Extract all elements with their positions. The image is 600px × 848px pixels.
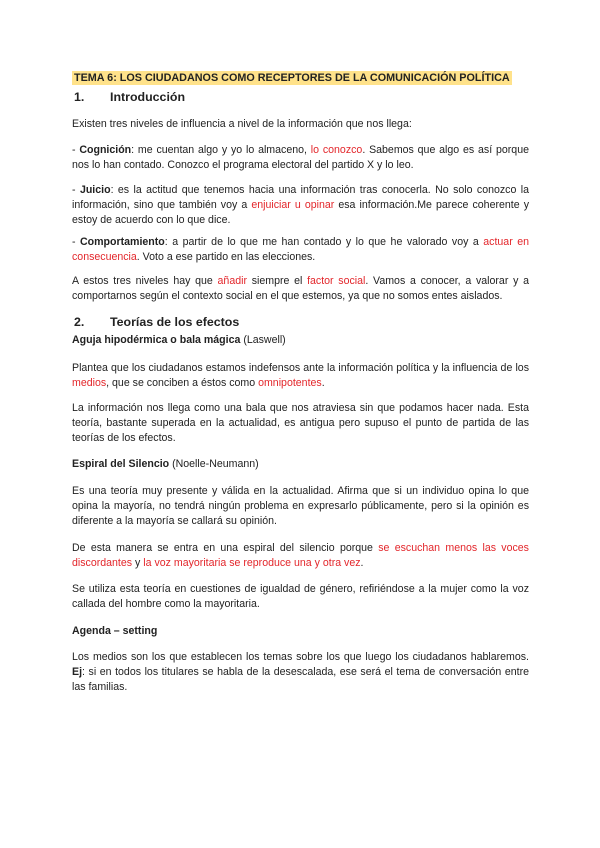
espiral-paragraph-1: Es una teoría muy presente y válida en la actualidad. Afirma que si un individuo opina lo que opina la mayoría, no tendrá ningún problema en expresarlo públicamente, pero si la opinión es diferente a la mayoría se callará su opinión. (72, 485, 529, 527)
espiral-paragraph-2 (72, 541, 529, 571)
espiral-p2-text-b: y (132, 557, 144, 569)
tres-niveles-text-b: siempre el (246, 275, 308, 287)
comportamiento-text-b: . Voto a ese partido en las elecciones. (136, 251, 316, 263)
juicio-text-b: esa información.Me parece coherente y estoy de acuerdo con lo que dice. (72, 199, 529, 226)
comportamiento-paragraph (72, 235, 529, 265)
voz-mayoritaria-highlight: la voz mayoritaria se reproduce una y otra vez (143, 557, 361, 569)
aguja-p1-text-b: , que se conciben a éstos como (106, 377, 259, 389)
agenda-heading (72, 624, 529, 639)
ej-label: Ej (72, 666, 83, 678)
comportamiento-highlight: actuar en consecuencia (72, 236, 529, 263)
tres-niveles-text-a: A estos tres niveles hay que (72, 275, 218, 287)
comportamiento-term: Comportamiento (80, 236, 165, 248)
section-label: Teorías de los efectos (110, 315, 240, 329)
juicio-highlight: enjuiciar u opinar (251, 199, 335, 211)
section-label: Introducción (110, 90, 186, 104)
omnipotentes-highlight: omnipotentes (258, 377, 322, 389)
aguja-p1-text-c: . (321, 377, 325, 389)
agenda-p1-text-a: Los medios son los que establecen los temas sobre los que luego los ciudadanos hablaremos. (72, 651, 529, 663)
aguja-author: (Laswell) (240, 334, 286, 346)
juicio-term: Juicio (79, 184, 111, 196)
cognicion-paragraph (72, 143, 529, 173)
anadir-highlight: añadir (217, 275, 247, 287)
list-dash: - (72, 236, 81, 248)
aguja-heading (72, 333, 529, 348)
espiral-p2-text-a: De esta manera se entra en una espiral del silencio porque (72, 542, 379, 554)
section-heading-2 (74, 314, 239, 330)
section-number: 2. (74, 315, 85, 329)
cognicion-text-b: . Sabemos que algo es así porque nos lo han contado. Conozco el programa electoral del partido X y lo leo. (72, 144, 529, 171)
agenda-title: Agenda – setting (72, 625, 158, 637)
espiral-heading (72, 457, 529, 472)
cognicion-text-a: : me cuentan algo y yo lo almaceno, (131, 144, 311, 156)
list-dash: - (72, 184, 80, 196)
agenda-p1-text-b: : si en todos los titulares se habla de la desescalada, ese será el tema de conversación entre las familias. (72, 666, 529, 693)
voces-discordantes-highlight: se escuchan menos las voces discordantes (72, 542, 529, 569)
juicio-text-a: : es la actitud que tenemos hacia una información tras conocerla. No solo conozco la información, sino que también voy a (72, 184, 529, 211)
cognicion-highlight: lo conozco (310, 144, 363, 156)
tres-niveles-paragraph (72, 274, 529, 304)
espiral-author: (Noelle-Neumann) (169, 458, 259, 470)
espiral-paragraph-3: Se utiliza esta teoría en cuestiones de igualdad de género, refiriéndose a la mujer como la voz callada del hombre como la mayoritaria. (72, 583, 529, 610)
cognicion-term: Cognición (79, 144, 132, 156)
juicio-paragraph (72, 183, 529, 228)
tres-niveles-text-c: . Vamos a conocer, a valorar y a comportarnos según el contexto social en el que estemos, ya que no somos entes aislados. (72, 275, 529, 302)
intro-paragraph: Existen tres niveles de influencia a nivel de la información que nos llega: (72, 118, 412, 130)
section-number: 1. (74, 90, 85, 104)
espiral-p2-text-c: . (360, 557, 364, 569)
espiral-title: Espiral del Silencio (72, 458, 170, 470)
agenda-paragraph-1 (72, 650, 529, 695)
comportamiento-text-a: : a partir de lo que me han contado y lo que he valorado voy a (164, 236, 484, 248)
list-dash: - (72, 144, 80, 156)
page-title: TEMA 6: LOS CIUDADANOS COMO RECEPTORES DE LA COMUNICACIÓN POLÍTICA (74, 72, 510, 84)
aguja-paragraph-1 (72, 361, 529, 391)
aguja-title: Aguja hipodérmica o bala mágica (72, 334, 241, 346)
aguja-p1-text-a: Plantea que los ciudadanos estamos indefensos ante la información política y la influencia de los (72, 362, 529, 374)
section-heading-1 (74, 89, 185, 105)
aguja-paragraph-2: La información nos llega como una bala que nos atraviesa sin que podamos hacer nada. Esta teoría, bastante superada en la actualidad, es antigua pero supuso el punto de partida de las teorías de los efectos. (72, 402, 529, 444)
factor-social-highlight: factor social (307, 275, 366, 287)
medios-highlight: medios (72, 377, 107, 389)
